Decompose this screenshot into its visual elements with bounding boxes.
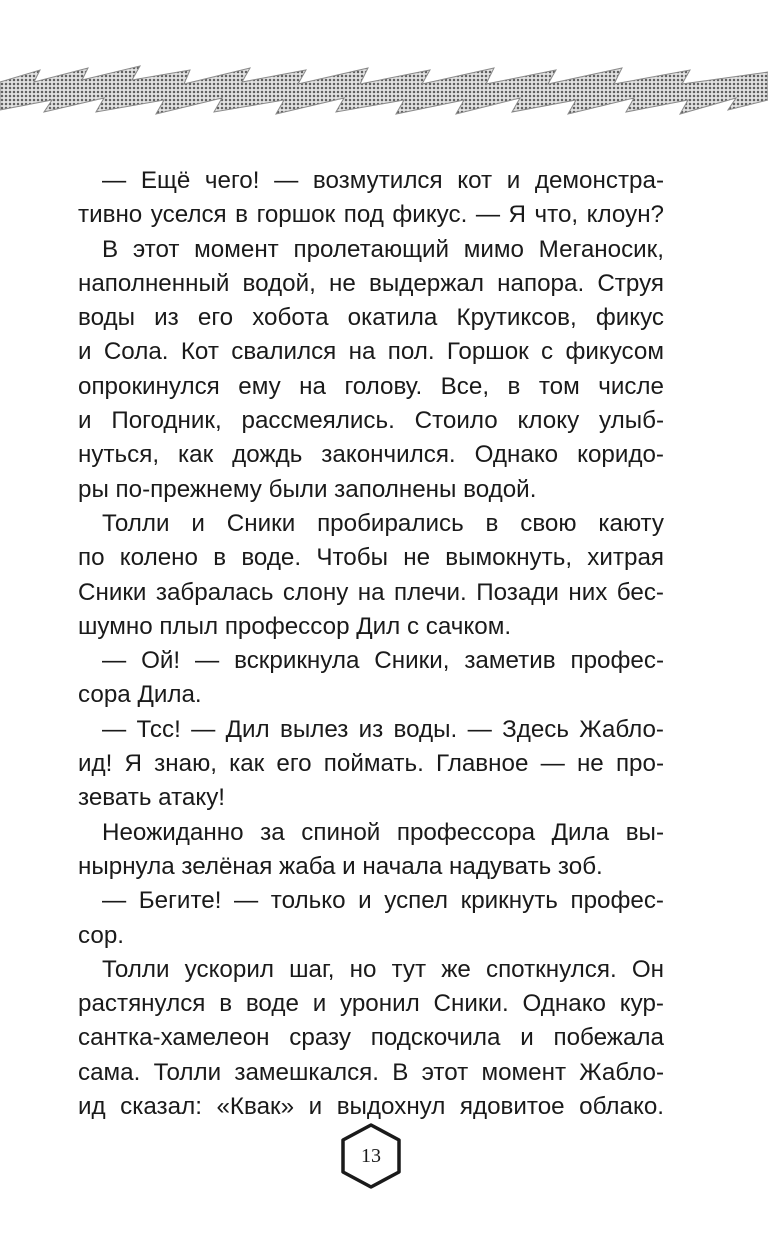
body-text [78, 164, 664, 1124]
text-line: — Бегите! — только и успел крикнуть профес- [102, 887, 664, 915]
text-line: — Ещё чего! — возмутился кот и демонстра- [102, 167, 664, 194]
text-line: — Ой! — вскрикнула Сники, заметив профес- [102, 647, 664, 675]
text-line: ид! Я знаю, как его поймать. Главное — не про- [78, 750, 664, 778]
text-line: сама. Толли замешкался. В этот момент Жабло- [78, 1058, 664, 1086]
text-line: нуться, как дождь закончился. Однако коридо- [78, 441, 664, 469]
text-line: шумно плыл профессор Дил с сачком. [78, 612, 512, 640]
text-line: В этот момент пролетающий мимо Меганосик, [102, 235, 664, 263]
text-line: нырнула зелёная жаба и начала надувать зоб. [78, 852, 603, 880]
text-line: сора Дила. [78, 681, 202, 709]
text-line: Толли и Сники пробирались в свою каюту [102, 509, 664, 537]
text-line: Неожиданно за спиной профессора Дила вы- [102, 818, 664, 846]
text-line: наполненный водой, не выдержал напора. Струя [78, 269, 664, 297]
text-line: и Погодник, рассмеялись. Стоило клоку улыб- [78, 407, 664, 435]
text-line: ры по-прежнему были заполнены водой. [78, 475, 537, 503]
text-line: сантка-хамелеон сразу подскочила и побежала [78, 1024, 664, 1052]
text-line: Сники забралась слону на плечи. Позади них бес- [78, 578, 664, 606]
page-number-badge [339, 1123, 403, 1189]
text-line: — Тсс! — Дил вылез из воды. — Здесь Жабло- [102, 715, 664, 743]
text-line: сор. [78, 921, 124, 949]
text-line: Толли ускорил шаг, но тут же споткнулся. Он [102, 955, 664, 983]
text-line: и Сола. Кот свалился на пол. Горшок с фикусом [78, 338, 664, 366]
text-line: опрокинулся ему на голову. Все, в том числе [78, 372, 664, 400]
text-line: ид сказал: «Квак» и выдохнул ядовитое облако. [78, 1093, 664, 1121]
text-line: тивно уселся в горшок под фикус. — Я что, клоун? [78, 201, 664, 229]
decorative-zigzag-header [0, 62, 768, 120]
page-number: 13 [361, 1145, 381, 1167]
zigzag-stripe-shape [0, 66, 768, 114]
text-line: по колено в воде. Чтобы не вымокнуть, хитрая [78, 544, 664, 572]
text-line: растянулся в воде и уронил Сники. Однако кур- [78, 990, 664, 1018]
text-line: воды из его хобота окатила Крутиксов, фикус [78, 304, 664, 332]
text-line: зевать атаку! [78, 784, 226, 812]
